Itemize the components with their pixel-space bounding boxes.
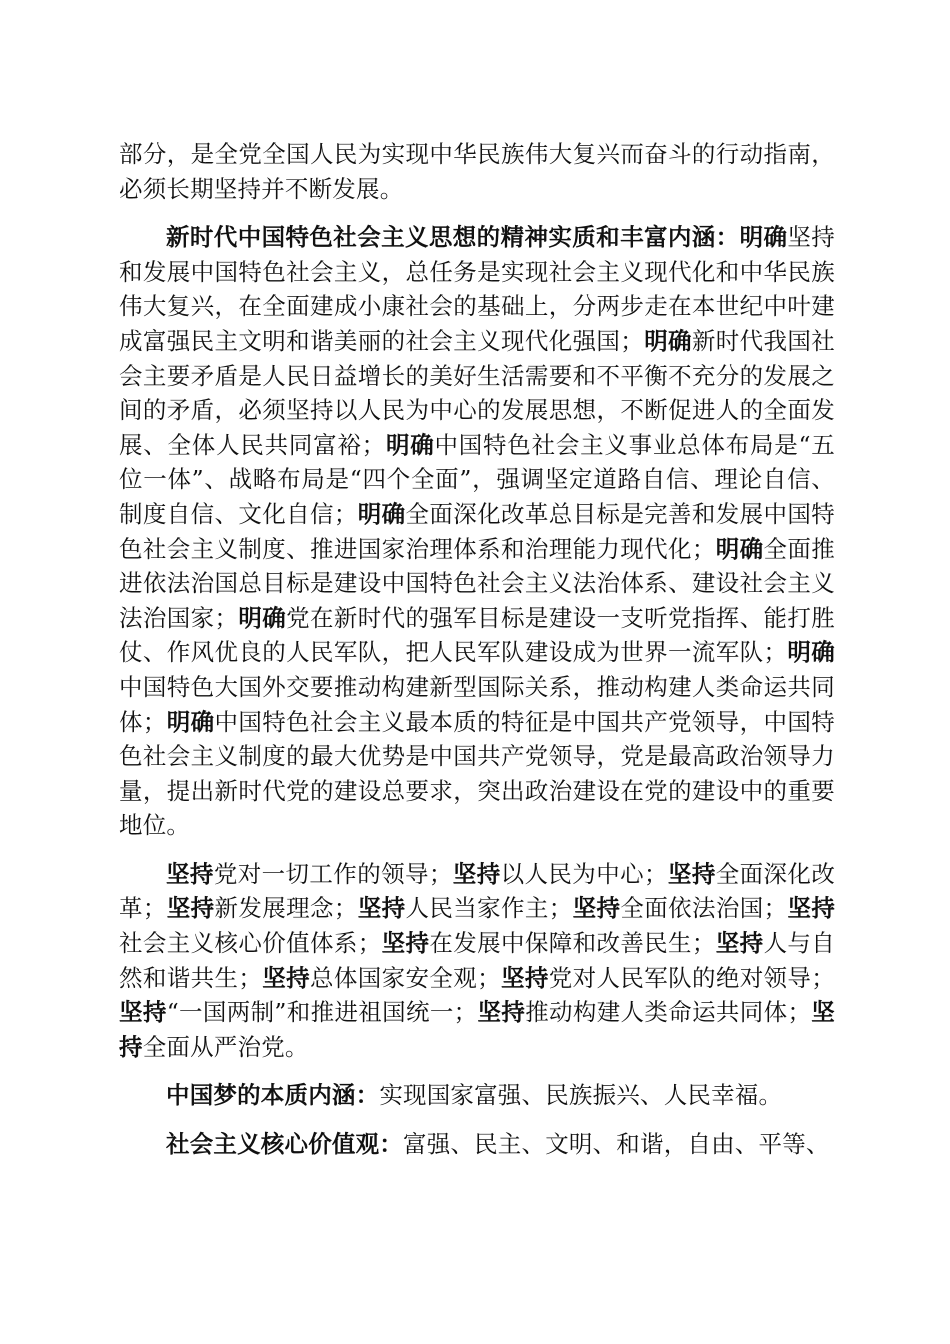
body-text: 中国特色社会主义最本质的特征是中国共产党领导，中国特色社会主义制度的最大优势是中国共产党领导，党是最高政治领导力量，提出新时代党的建设总要求，突出政治建设在党的建设中的重要地位。 bbox=[119, 707, 835, 840]
body-text: 推动构建人类命运共同体； bbox=[525, 998, 812, 1027]
bold-keyword: 坚持 bbox=[166, 894, 215, 923]
body-text: 以人民为中心； bbox=[500, 859, 668, 888]
body-text: 党对人民军队的绝对领导； bbox=[548, 963, 836, 992]
bold-keyword: 明确 bbox=[166, 707, 215, 736]
body-text: 新发展理念； bbox=[214, 894, 358, 923]
bold-keyword: 坚持 bbox=[787, 894, 836, 923]
bold-keyword: 坚持 bbox=[452, 859, 501, 888]
body-text: 中国特色社会主义事业总体布局是“五位一体”、战略布局是“四个全面”，强调坚定道路自信、理论自信、制度自信、文化自信； bbox=[119, 430, 835, 528]
body-text: 部分，是全党全国人民为实现中华民族伟大复兴而奋斗的行动指南，必须长期坚持并不断发展。 bbox=[119, 140, 835, 203]
bold-keyword: 新时代中国特色社会主义思想的精神实质和丰富内涵： bbox=[166, 223, 740, 252]
bold-keyword: 坚持 bbox=[262, 963, 310, 992]
body-text: 中国特色大国外交要推动构建新型国际关系，推动构建人类命运共同体； bbox=[119, 672, 835, 736]
body-text: “一国两制”和推进祖国统一； bbox=[166, 998, 478, 1027]
body-text: 实现国家富强、民族振兴、人民幸福。 bbox=[379, 1081, 783, 1110]
paragraph-guiding-thought-intro bbox=[119, 137, 835, 206]
body-text: 在发展中保障和改善民生； bbox=[429, 929, 716, 958]
bold-keyword: 坚持 bbox=[500, 963, 549, 992]
body-text: 人民当家作主； bbox=[405, 894, 573, 923]
bold-keyword: 明确 bbox=[715, 534, 764, 563]
bold-keyword: 明确 bbox=[385, 430, 435, 459]
body-text: 人与自然和谐共生； bbox=[119, 929, 836, 992]
bold-keyword: 坚持 bbox=[715, 929, 764, 958]
body-text: 全面深化改革总目标是完善和发展中国特色社会主义制度、推进国家治理体系和治理能力现代化； bbox=[119, 499, 835, 563]
body-text: 新时代我国社会主要矛盾是人民日益增长的美好生活需要和不平衡不充分的发展之间的矛盾，必须坚持以人民为中心的发展思想，不断促进人的全面发展、全体人民共同富裕； bbox=[119, 326, 835, 459]
body-text: 全面推进依法治国总目标是建设中国特色社会主义法治体系、建设社会主义法治国家； bbox=[119, 534, 835, 632]
body-text: 党对一切工作的领导； bbox=[213, 859, 453, 888]
bold-keyword: 坚持 bbox=[166, 859, 214, 888]
bold-keyword: 坚持 bbox=[119, 998, 835, 1061]
body-text: 全面从严治党。 bbox=[142, 1032, 309, 1061]
bold-keyword: 中国梦的本质内涵： bbox=[166, 1081, 380, 1110]
paragraph-spiritual-essence bbox=[119, 220, 835, 843]
body-text: 党在新时代的强军目标是建设一支听党指挥、能打胜仗、作风优良的人民军队，把人民军队建设成为世界一流军队； bbox=[119, 603, 835, 667]
bold-keyword: 坚持 bbox=[381, 929, 430, 958]
document-page bbox=[119, 137, 835, 1162]
bold-keyword: 坚持 bbox=[477, 998, 526, 1027]
body-text: 总体国家安全观； bbox=[309, 963, 501, 992]
bold-keyword: 明确 bbox=[787, 638, 835, 667]
bold-keyword: 明确 bbox=[739, 223, 788, 252]
bold-keyword: 社会主义核心价值观： bbox=[166, 1130, 403, 1159]
bold-keyword: 坚持 bbox=[357, 894, 406, 923]
bold-keyword: 坚持 bbox=[667, 859, 716, 888]
paragraph-core-values bbox=[119, 1127, 835, 1162]
body-text: 全面依法治国； bbox=[620, 894, 788, 923]
body-text: 坚持和发展中国特色社会主义，总任务是实现社会主义现代化和中华民族伟大复兴，在全面建成小康社会的基础上，分两步走在本世纪中叶建成富强民主文明和谐美丽的社会主义现代化强国； bbox=[119, 223, 835, 355]
body-text: 社会主义核心价值体系； bbox=[119, 929, 382, 958]
body-text: 富强、民主、文明、和谐，自由、平等、 bbox=[403, 1130, 830, 1159]
bold-keyword: 明确 bbox=[357, 499, 406, 528]
paragraph-chinese-dream bbox=[119, 1078, 835, 1113]
bold-keyword: 明确 bbox=[238, 603, 287, 632]
paragraph-fourteen-adherences bbox=[119, 857, 835, 1065]
bold-keyword: 明确 bbox=[644, 326, 692, 355]
bold-keyword: 坚持 bbox=[119, 998, 167, 1027]
bold-keyword: 坚持 bbox=[572, 894, 621, 923]
body-text: 全面深化改革； bbox=[119, 859, 836, 923]
